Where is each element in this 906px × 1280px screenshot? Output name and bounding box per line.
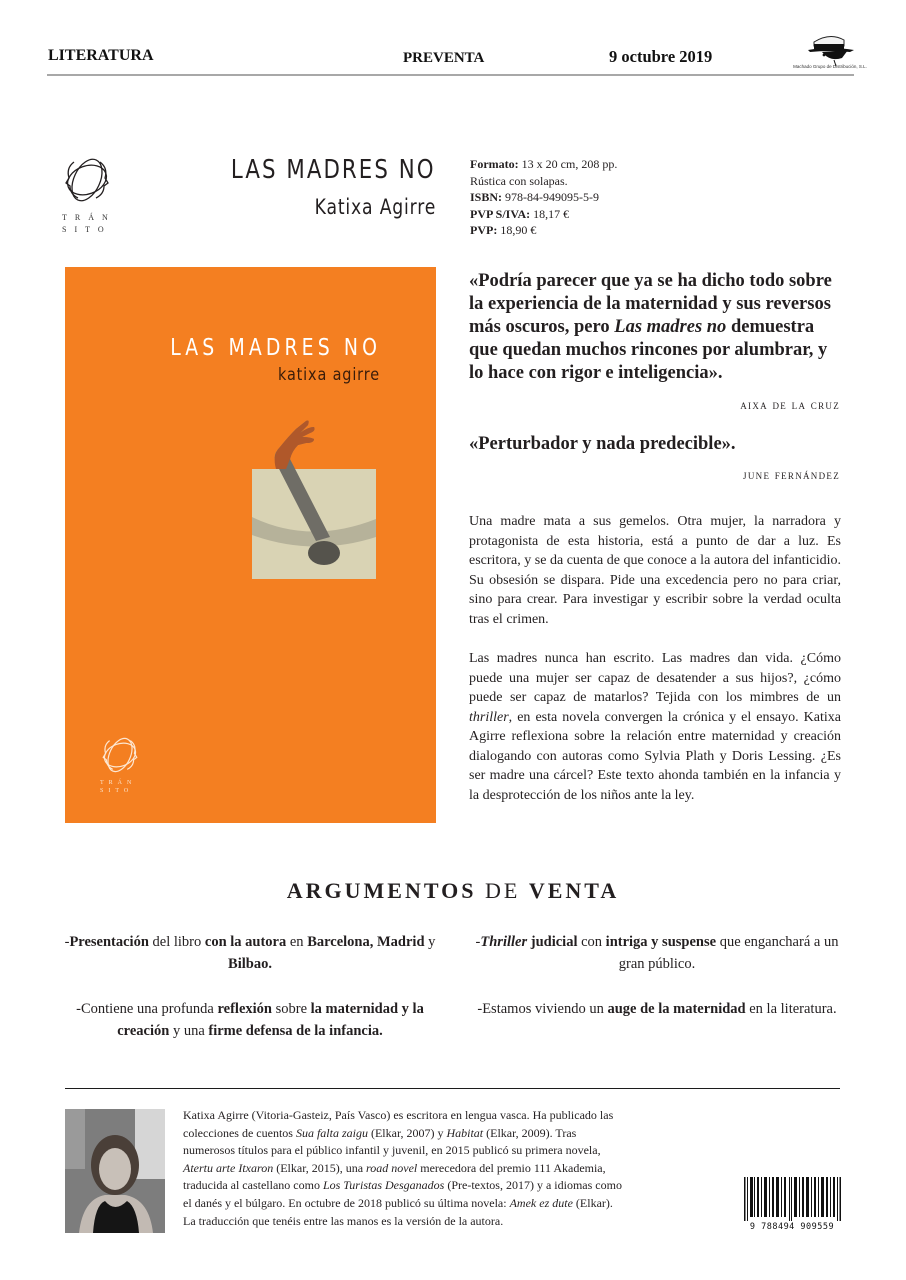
cover-logo-text: TRÁN SITO bbox=[100, 780, 137, 794]
cover-author: katixa agirre bbox=[278, 365, 380, 385]
selling-point-3: -Contiene una profunda reflexión sobre la maternidad y la creación y una firme defensa de la infancia. bbox=[76, 1001, 424, 1039]
author-bio: Katixa Agirre (Vitoria-Gasteiz, País Vasco) es escritora en lengua vasca. Ha publicado las colecciones de cuentos Sua falta zaigu (Elkar, 2007) y Habitat (Elkar, 2009). Tras numerosos títulos para el público infantil y juvenil, en 2015 publicó su primera novela, Atertu arte Itxaron (Elkar, 2015), una road novel merecedora del premio 111 Akademia, traducida al castellano como Los Turistas Desganados (Pre-textos, 2017) y a idiomas como el danés y el búlgaro. En octubre de 2018 publicó su última novela: Amek ez dute (Elkar). La traducción que tenéis entre las manos es la versión de la autora. bbox=[183, 1108, 622, 1228]
cover-transito-logo-icon bbox=[100, 730, 140, 780]
selling-points-title: ARGUMENTOS DE VENTA bbox=[286, 878, 620, 903]
category-label: LITERATURA bbox=[48, 47, 154, 64]
spec-isbn: ISBN: 978-84-949095-5-9 bbox=[470, 190, 599, 204]
cover-hand-illustration-icon bbox=[230, 407, 380, 587]
cover-title: LAS MADRES NO bbox=[170, 335, 381, 361]
spec-format: Formato: 13 x 20 cm, 208 pp. bbox=[470, 157, 618, 171]
review-quote-1: «Podría parecer que ya se ha dicho todo sobre la experiencia de la maternidad y sus reversos más oscuros, pero Las madres no demuestra que quedan muchos rincones por alumbrar, y lo hace con rigor e inteligencia». bbox=[469, 271, 832, 383]
transito-logo-text: TRÁN SITO bbox=[62, 213, 116, 234]
spec-pvp: PVP: 18,90 € bbox=[470, 223, 537, 237]
book-title: LAS MADRES NO bbox=[231, 155, 436, 185]
barcode-icon bbox=[742, 1177, 842, 1221]
book-specs bbox=[470, 156, 617, 239]
distributor-caption: Machado Grupo de Distribución, S.L. bbox=[793, 64, 867, 69]
review-quote-2: «Perturbador y nada predecible». bbox=[469, 434, 736, 454]
review-author-2: june fernández bbox=[743, 467, 840, 482]
book-cover bbox=[65, 267, 436, 823]
synopsis-paragraph-1: Una madre mata a sus gemelos. Otra mujer, la narradora y protagonista de esta historia, está a punto de dar a luz. Es escritora, y se da cuenta de que conoce a la autora del infanticidio. Su obsesión se dispara. Pide una excedencia pero no para criar, sino para crear. Para investigar y escribir sobre la verdad oculta tras el crimen. bbox=[469, 514, 841, 627]
author-portrait-icon bbox=[65, 1109, 165, 1233]
transito-logo-icon bbox=[62, 150, 112, 210]
synopsis-paragraph-2: Las madres nunca han escrito. Las madres dan vida. ¿Cómo puede una mujer ser capaz de desatender a sus hijos?, ¿cómo puede ser capaz de matarlos? Tejida con los mimbres de un thriller, en esta novela convergen la crónica y el ensayo. Katixa Agirre reflexiona sobre la relación entre maternidad y creación dialogando con autoras como Sylvia Plath y Doris Lessing. ¿Es ser madre una cárcel? Este texto ahonda también en la infancia y la desprotección de los niños ante la ley. bbox=[469, 651, 841, 803]
status-label: PREVENTA bbox=[403, 50, 485, 66]
selling-point-2: -Thriller judicial con intriga y suspense que enganchará a un gran público. bbox=[475, 934, 839, 972]
review-author-1: aixa de la cruz bbox=[740, 397, 840, 412]
author-photo bbox=[65, 1109, 165, 1233]
spec-pvp-siva: PVP S/IVA: 18,17 € bbox=[470, 206, 570, 221]
selling-point-4: -Estamos viviendo un auge de la maternidad en la literatura. bbox=[477, 1001, 837, 1017]
section-divider bbox=[65, 1088, 840, 1089]
selling-point-1: -Presentación del libro con la autora en Barcelona, Madrid y Bilbao. bbox=[64, 934, 436, 972]
release-date: 9 octubre 2019 bbox=[609, 47, 713, 66]
header-divider bbox=[47, 74, 854, 76]
spec-binding: Rústica con solapas. bbox=[470, 173, 568, 188]
barcode-number: 9 788494 909559 bbox=[749, 1222, 835, 1232]
book-author: Katixa Agirre bbox=[314, 195, 436, 219]
